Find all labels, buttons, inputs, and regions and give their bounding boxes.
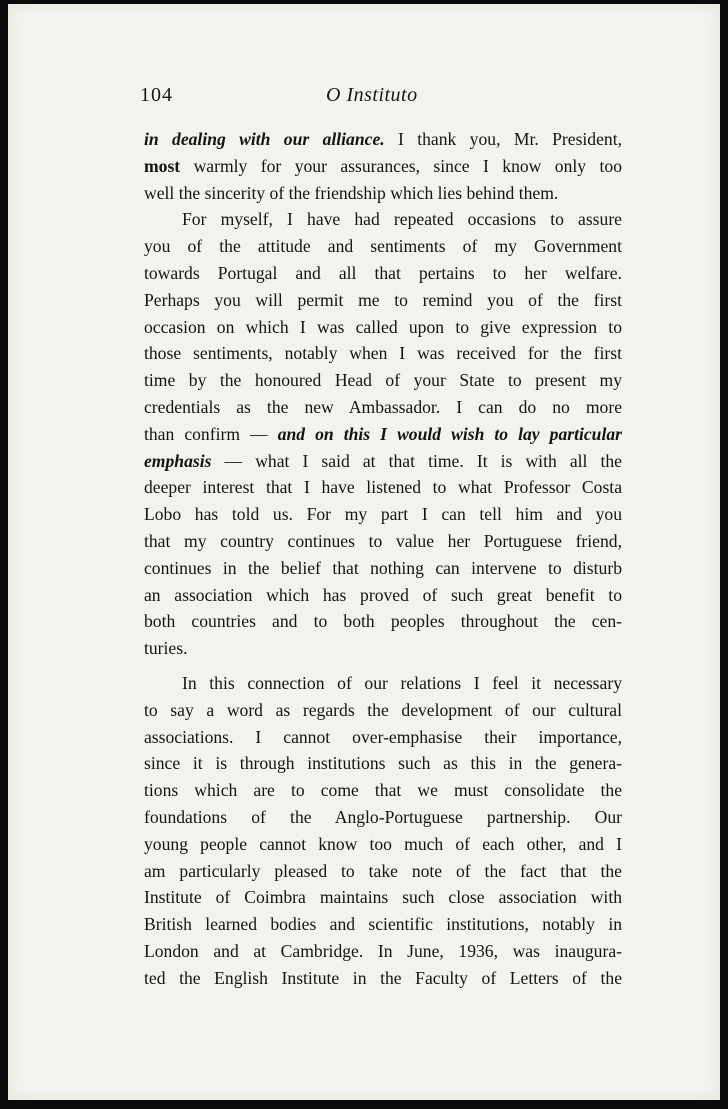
book-page bbox=[8, 4, 720, 1100]
text-line: credentials as the new Ambassador. I can do no more bbox=[144, 396, 622, 417]
text-line: Institute of Coimbra maintains such close association with bbox=[144, 887, 622, 908]
text-line: foundations of the Anglo-Portuguese partnership. Our bbox=[144, 806, 622, 827]
text-line: British learned bodies and scientific institutions, notably in bbox=[144, 914, 622, 935]
bold-text: most bbox=[144, 155, 181, 176]
text-line: time by the honoured Head of your State to present my bbox=[144, 370, 622, 391]
emphasis-text: emphasis bbox=[144, 450, 212, 471]
text-line: Lobo has told us. For my part I can tell him and you bbox=[144, 504, 622, 525]
page-number: 104 bbox=[140, 84, 173, 106]
paragraph-2 bbox=[144, 206, 622, 662]
text-line: those sentiments, notably when I was received for the first bbox=[144, 343, 622, 364]
text-line: deeper interest that I have listened to what Professor Costa bbox=[144, 477, 622, 498]
text-line: you of the attitude and sentiments of my Government bbox=[144, 236, 622, 257]
text-line: in dealing with our alliance. I thank you, Mr. President, bbox=[144, 129, 622, 149]
text-line: than confirm — and on this I would wish to lay particular bbox=[144, 423, 622, 444]
text-line: well the sincerity of the friendship which lies behind them. bbox=[144, 182, 559, 203]
text-line: am particularly pleased to take note of the fact that the bbox=[144, 860, 622, 881]
text-line: turies. bbox=[144, 638, 188, 659]
paragraph-gap bbox=[144, 662, 622, 670]
paragraph-3 bbox=[144, 670, 622, 992]
text-line: In this connection of our relations I feel it necessary bbox=[182, 672, 622, 693]
text-line: both countries and to both peoples throughout the cen- bbox=[144, 611, 622, 632]
text-line: emphasis — what I said at that time. It is with all the bbox=[144, 450, 622, 471]
text-line: an association which has proved of such great benefit to bbox=[144, 584, 622, 605]
text-line: towards Portugal and all that pertains to her welfare. bbox=[144, 262, 622, 283]
text-line: tions which are to come that we must consolidate the bbox=[144, 780, 622, 801]
text-line: young people cannot know too much of each other, and I bbox=[144, 833, 622, 854]
text-line: ted the English Institute in the Faculty of Letters of the bbox=[144, 967, 622, 988]
text-line: occasion on which I was called upon to give expression to bbox=[144, 316, 622, 337]
text-line: London and at Cambridge. In June, 1936, was inaugura- bbox=[144, 940, 622, 961]
running-title: O Instituto bbox=[326, 84, 418, 106]
text-line: most warmly for your assurances, since I know only too bbox=[144, 155, 622, 176]
page-header bbox=[8, 84, 720, 114]
text-line: Perhaps you will permit me to remind you of the first bbox=[144, 289, 622, 310]
text-line: that my country continues to value her Portuguese friend, bbox=[144, 530, 622, 551]
emphasis-text: in dealing with our alliance. bbox=[144, 129, 385, 149]
text-line: continues in the belief that nothing can intervene to disturb bbox=[144, 557, 622, 578]
body-text bbox=[144, 126, 622, 992]
emphasis-text: and on this I would wish to lay particular bbox=[277, 423, 622, 444]
paragraph-1 bbox=[144, 126, 622, 206]
text-line: associations. I cannot over-emphasise their importance, bbox=[144, 726, 622, 747]
text-line: since it is through institutions such as this in the genera- bbox=[144, 753, 622, 774]
text-line: For myself, I have had repeated occasions to assure bbox=[182, 209, 622, 230]
text-line: to say a word as regards the development of our cultural bbox=[144, 699, 622, 720]
